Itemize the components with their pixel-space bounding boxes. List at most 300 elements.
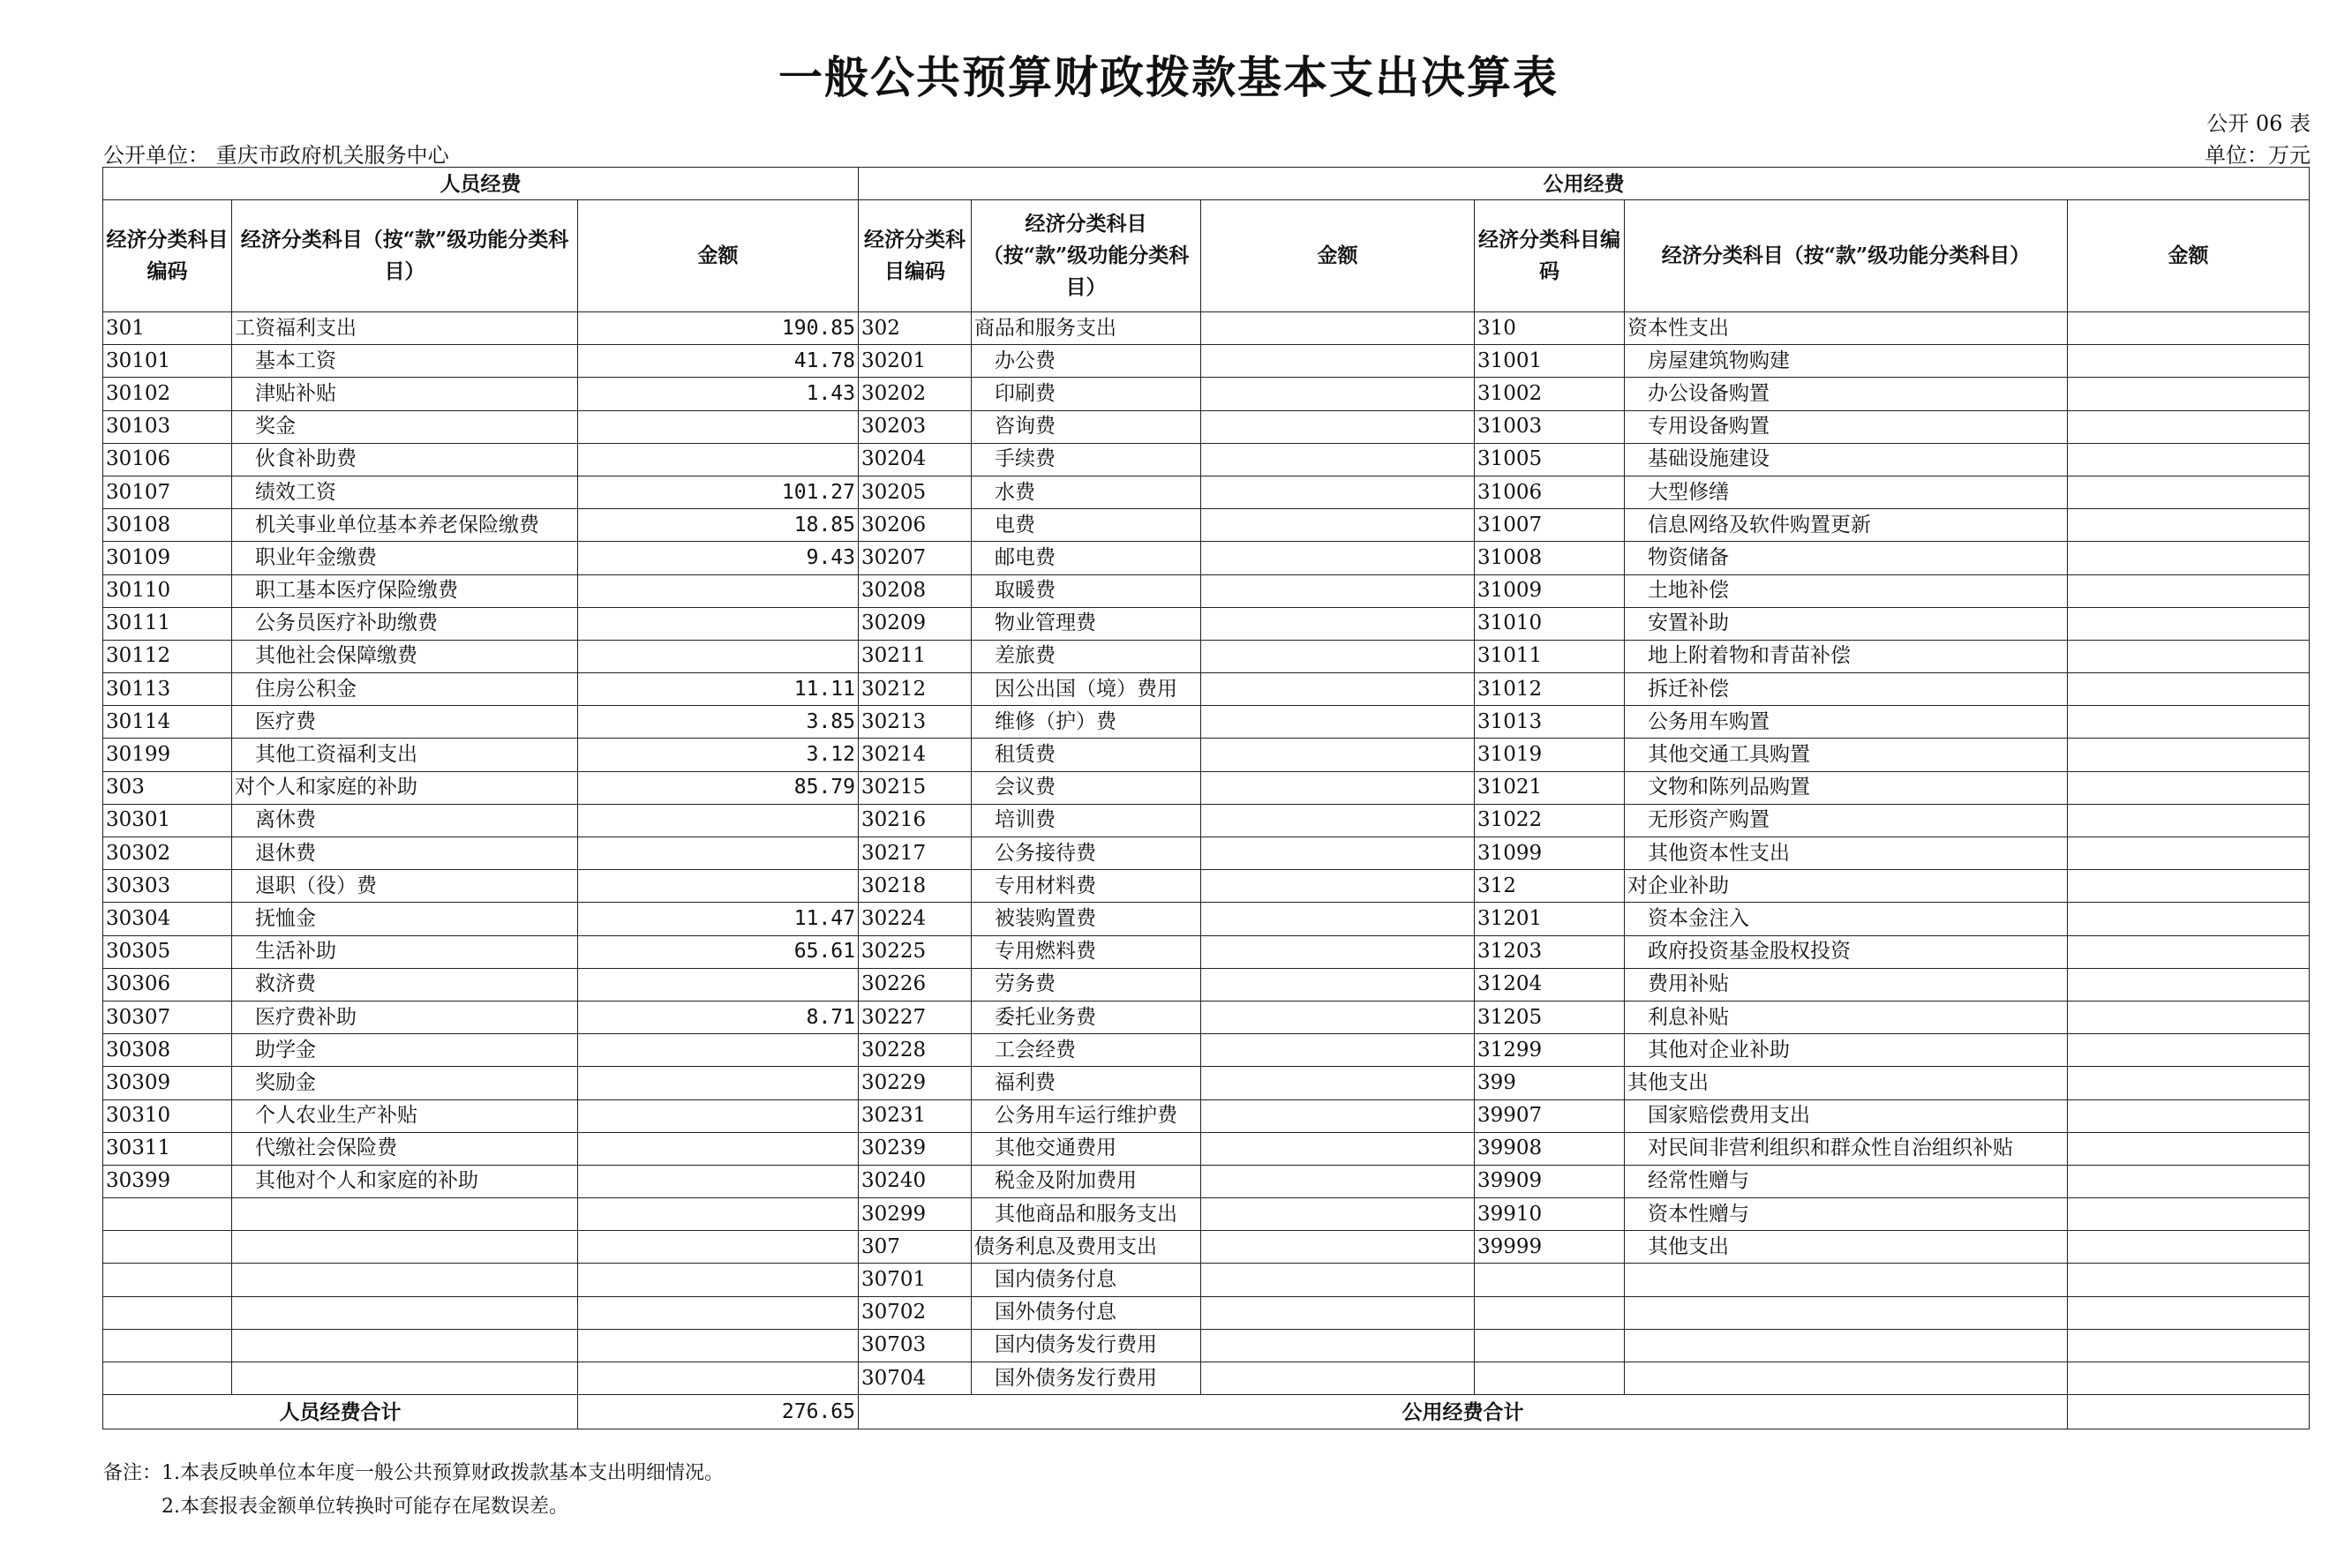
capital-item: 公务用车购置 <box>1625 706 2068 739</box>
capital-item: 其他支出 <box>1625 1067 2068 1099</box>
table-row <box>103 1296 2310 1329</box>
public-code: 30208 <box>859 574 972 607</box>
public-amount <box>1201 312 1475 345</box>
footnotes <box>103 1457 724 1524</box>
personnel-code: 30107 <box>103 476 232 508</box>
personnel-code: 30305 <box>103 935 232 968</box>
capital-amount <box>2068 410 2310 443</box>
capital-amount <box>2068 935 2310 968</box>
personnel-amount <box>578 1132 859 1165</box>
public-code: 30202 <box>859 378 972 410</box>
public-item: 印刷费 <box>972 378 1201 410</box>
personnel-amount <box>578 1264 859 1296</box>
personnel-code <box>103 1231 232 1264</box>
form-number: 公开 06 表 <box>2206 111 2311 136</box>
capital-amount <box>2068 771 2310 804</box>
personnel-code: 30111 <box>103 607 232 640</box>
capital-code: 31001 <box>1475 345 1625 378</box>
table-row <box>103 312 2310 345</box>
capital-item: 文物和陈列品购置 <box>1625 771 2068 804</box>
section-header-row <box>103 168 2310 200</box>
personnel-item: 奖金 <box>232 410 578 443</box>
public-item: 劳务费 <box>972 968 1201 1001</box>
personnel-item: 绩效工资 <box>232 476 578 508</box>
public-item: 租赁费 <box>972 739 1201 771</box>
personnel-code: 301 <box>103 312 232 345</box>
public-code: 30704 <box>859 1362 972 1395</box>
personnel-total-value: 276.65 <box>578 1395 859 1429</box>
personnel-code: 303 <box>103 771 232 804</box>
capital-code: 31099 <box>1475 837 1625 870</box>
public-amount <box>1201 542 1475 574</box>
personnel-item <box>232 1231 578 1264</box>
capital-item: 基础设施建设 <box>1625 443 2068 476</box>
table-row <box>103 1231 2310 1264</box>
personnel-amount <box>578 1231 859 1264</box>
capital-amount <box>2068 1329 2310 1362</box>
personnel-code: 30106 <box>103 443 232 476</box>
public-item: 专用燃料费 <box>972 935 1201 968</box>
personnel-amount: 65.61 <box>578 935 859 968</box>
capital-item: 资本金注入 <box>1625 903 2068 935</box>
public-amount <box>1201 1198 1475 1231</box>
public-item: 专用材料费 <box>972 870 1201 903</box>
public-code: 30228 <box>859 1034 972 1067</box>
personnel-item: 生活补助 <box>232 935 578 968</box>
public-amount <box>1201 1034 1475 1067</box>
personnel-amount: 11.47 <box>578 903 859 935</box>
public-code: 30702 <box>859 1296 972 1329</box>
personnel-amount <box>578 410 859 443</box>
public-amount <box>1201 837 1475 870</box>
personnel-amount: 3.85 <box>578 706 859 739</box>
personnel-item: 职工基本医疗保险缴费 <box>232 574 578 607</box>
personnel-item: 工资福利支出 <box>232 312 578 345</box>
public-total-value <box>2068 1395 2310 1429</box>
capital-amount <box>2068 378 2310 410</box>
personnel-amount: 9.43 <box>578 542 859 574</box>
public-item: 被装购置费 <box>972 903 1201 935</box>
public-code: 30207 <box>859 542 972 574</box>
public-code: 30201 <box>859 345 972 378</box>
table-row <box>103 1198 2310 1231</box>
personnel-item: 公务员医疗补助缴费 <box>232 607 578 640</box>
personnel-code: 30103 <box>103 410 232 443</box>
capital-code: 312 <box>1475 870 1625 903</box>
personnel-item <box>232 1198 578 1231</box>
capital-amount <box>2068 1198 2310 1231</box>
capital-amount <box>2068 673 2310 706</box>
capital-amount <box>2068 1165 2310 1197</box>
table-row <box>103 903 2310 935</box>
footnote-2: 2.本套报表金额单位转换时可能存在尾数误差。 <box>162 1496 568 1518</box>
public-amount <box>1201 1067 1475 1099</box>
personnel-item: 对个人和家庭的补助 <box>232 771 578 804</box>
capital-amount <box>2068 1231 2310 1264</box>
public-amount <box>1201 968 1475 1001</box>
personnel-amount: 8.71 <box>578 1001 859 1033</box>
table-row <box>103 509 2310 542</box>
personnel-amount: 3.12 <box>578 739 859 771</box>
public-code: 30225 <box>859 935 972 968</box>
capital-amount <box>2068 312 2310 345</box>
public-code: 30209 <box>859 607 972 640</box>
capital-code: 31019 <box>1475 739 1625 771</box>
table-row <box>103 1034 2310 1067</box>
personnel-item: 住房公积金 <box>232 673 578 706</box>
public-item: 国外债务付息 <box>972 1296 1201 1329</box>
header-code: 经济分类科目编码 <box>103 200 232 312</box>
capital-code: 399 <box>1475 1067 1625 1099</box>
public-code: 30703 <box>859 1329 972 1362</box>
capital-code: 31008 <box>1475 542 1625 574</box>
capital-code: 310 <box>1475 312 1625 345</box>
capital-code: 31006 <box>1475 476 1625 508</box>
public-amount <box>1201 1264 1475 1296</box>
personnel-item: 代缴社会保险费 <box>232 1132 578 1165</box>
capital-code: 31022 <box>1475 804 1625 837</box>
capital-code: 39909 <box>1475 1165 1625 1197</box>
table-row <box>103 1362 2310 1395</box>
capital-code: 31005 <box>1475 443 1625 476</box>
public-code: 30217 <box>859 837 972 870</box>
public-code: 30212 <box>859 673 972 706</box>
capital-item: 经常性赠与 <box>1625 1165 2068 1197</box>
expenditure-table <box>102 167 2310 1429</box>
table-row <box>103 1329 2310 1362</box>
capital-code: 31003 <box>1475 410 1625 443</box>
personnel-item: 奖励金 <box>232 1067 578 1099</box>
public-code: 30231 <box>859 1099 972 1132</box>
personnel-amount: 41.78 <box>578 345 859 378</box>
public-item: 委托业务费 <box>972 1001 1201 1033</box>
capital-item: 其他支出 <box>1625 1231 2068 1264</box>
public-amount <box>1201 1231 1475 1264</box>
personnel-amount <box>578 968 859 1001</box>
capital-amount <box>2068 1067 2310 1099</box>
personnel-amount <box>578 1296 859 1329</box>
public-amount <box>1201 1362 1475 1395</box>
public-amount <box>1201 673 1475 706</box>
capital-item <box>1625 1362 2068 1395</box>
capital-amount <box>2068 345 2310 378</box>
capital-item: 其他对企业补助 <box>1625 1034 2068 1067</box>
capital-item: 信息网络及软件购置更新 <box>1625 509 2068 542</box>
capital-code <box>1475 1296 1625 1329</box>
table-row <box>103 1264 2310 1296</box>
public-code: 30215 <box>859 771 972 804</box>
public-item: 福利费 <box>972 1067 1201 1099</box>
personnel-code: 30102 <box>103 378 232 410</box>
public-code: 30211 <box>859 640 972 672</box>
header-amount: 金额 <box>578 200 859 312</box>
public-item: 债务利息及费用支出 <box>972 1231 1201 1264</box>
capital-code: 31007 <box>1475 509 1625 542</box>
public-item: 物业管理费 <box>972 607 1201 640</box>
personnel-amount: 85.79 <box>578 771 859 804</box>
capital-amount <box>2068 804 2310 837</box>
capital-item: 办公设备购置 <box>1625 378 2068 410</box>
public-amount <box>1201 1329 1475 1362</box>
header-amount: 金额 <box>1201 200 1475 312</box>
section-personnel: 人员经费 <box>103 168 859 200</box>
table-row <box>103 837 2310 870</box>
public-item: 培训费 <box>972 804 1201 837</box>
public-item: 工会经费 <box>972 1034 1201 1067</box>
capital-item: 大型修缮 <box>1625 476 2068 508</box>
capital-amount <box>2068 509 2310 542</box>
capital-amount <box>2068 903 2310 935</box>
personnel-code <box>103 1198 232 1231</box>
reporting-unit: 公开单位： 重庆市政府机关服务中心 <box>103 143 449 168</box>
table-row <box>103 673 2310 706</box>
public-code: 30213 <box>859 706 972 739</box>
capital-code: 39907 <box>1475 1099 1625 1132</box>
table-row <box>103 739 2310 771</box>
public-item: 国外债务发行费用 <box>972 1362 1201 1395</box>
public-item: 电费 <box>972 509 1201 542</box>
column-header-row <box>103 200 2310 312</box>
capital-item: 对民间非营利组织和群众性自治组织补贴 <box>1625 1132 2068 1165</box>
public-amount <box>1201 476 1475 508</box>
personnel-item: 救济费 <box>232 968 578 1001</box>
personnel-item <box>232 1329 578 1362</box>
public-code: 30227 <box>859 1001 972 1033</box>
table-row <box>103 574 2310 607</box>
public-code: 30224 <box>859 903 972 935</box>
capital-code <box>1475 1329 1625 1362</box>
capital-item: 费用补贴 <box>1625 968 2068 1001</box>
personnel-code: 30303 <box>103 870 232 903</box>
personnel-code: 30399 <box>103 1165 232 1197</box>
page-title: 一般公共预算财政拨款基本支出决算表 <box>778 51 1559 103</box>
section-public: 公用经费 <box>859 168 2310 200</box>
personnel-item: 退职（役）费 <box>232 870 578 903</box>
personnel-item: 医疗费补助 <box>232 1001 578 1033</box>
personnel-amount: 190.85 <box>578 312 859 345</box>
personnel-total-label: 人员经费合计 <box>103 1395 578 1429</box>
capital-amount <box>2068 1362 2310 1395</box>
capital-item: 拆迁补偿 <box>1625 673 2068 706</box>
capital-amount <box>2068 1264 2310 1296</box>
public-item: 其他交通费用 <box>972 1132 1201 1165</box>
public-item: 商品和服务支出 <box>972 312 1201 345</box>
table-row <box>103 476 2310 508</box>
public-code: 307 <box>859 1231 972 1264</box>
capital-item: 其他资本性支出 <box>1625 837 2068 870</box>
public-amount <box>1201 870 1475 903</box>
header-name: 经济分类科目（按“款”级功能分类科目） <box>232 200 578 312</box>
table-row <box>103 968 2310 1001</box>
personnel-item: 离休费 <box>232 804 578 837</box>
capital-code: 31021 <box>1475 771 1625 804</box>
capital-code: 31002 <box>1475 378 1625 410</box>
capital-code: 31204 <box>1475 968 1625 1001</box>
public-code: 302 <box>859 312 972 345</box>
personnel-amount <box>578 870 859 903</box>
public-item: 因公出国（境）费用 <box>972 673 1201 706</box>
personnel-amount <box>578 1362 859 1395</box>
public-code: 30205 <box>859 476 972 508</box>
capital-code: 31012 <box>1475 673 1625 706</box>
personnel-item: 机关事业单位基本养老保险缴费 <box>232 509 578 542</box>
personnel-amount <box>578 1198 859 1231</box>
capital-code: 31203 <box>1475 935 1625 968</box>
table-row <box>103 1067 2310 1099</box>
capital-code: 39999 <box>1475 1231 1625 1264</box>
capital-item: 资本性支出 <box>1625 312 2068 345</box>
personnel-code: 30311 <box>103 1132 232 1165</box>
capital-item <box>1625 1264 2068 1296</box>
personnel-item: 津贴补贴 <box>232 378 578 410</box>
personnel-code: 30304 <box>103 903 232 935</box>
personnel-code: 30110 <box>103 574 232 607</box>
table-row <box>103 1132 2310 1165</box>
table-row <box>103 1165 2310 1197</box>
capital-amount <box>2068 443 2310 476</box>
personnel-amount <box>578 574 859 607</box>
capital-item: 物资储备 <box>1625 542 2068 574</box>
header-name: 经济分类科目（按“款”级功能分类科目） <box>972 200 1201 312</box>
header-code: 经济分类科目编码 <box>859 200 972 312</box>
personnel-item: 医疗费 <box>232 706 578 739</box>
capital-item <box>1625 1329 2068 1362</box>
personnel-item <box>232 1362 578 1395</box>
capital-item <box>1625 1296 2068 1329</box>
capital-amount <box>2068 1296 2310 1329</box>
personnel-item: 职业年金缴费 <box>232 542 578 574</box>
table-row <box>103 410 2310 443</box>
personnel-code: 30301 <box>103 804 232 837</box>
public-code: 30206 <box>859 509 972 542</box>
capital-item: 其他交通工具购置 <box>1625 739 2068 771</box>
capital-code: 39908 <box>1475 1132 1625 1165</box>
public-amount <box>1201 410 1475 443</box>
capital-amount <box>2068 706 2310 739</box>
public-code: 30701 <box>859 1264 972 1296</box>
capital-amount <box>2068 1099 2310 1132</box>
table-row <box>103 542 2310 574</box>
personnel-amount: 11.11 <box>578 673 859 706</box>
capital-amount <box>2068 1001 2310 1033</box>
currency-unit: 单位：万元 <box>2205 143 2311 168</box>
public-code: 30214 <box>859 739 972 771</box>
public-item: 维修（护）费 <box>972 706 1201 739</box>
public-item: 水费 <box>972 476 1201 508</box>
capital-code: 31013 <box>1475 706 1625 739</box>
public-amount <box>1201 1001 1475 1033</box>
personnel-code: 30114 <box>103 706 232 739</box>
public-amount <box>1201 607 1475 640</box>
personnel-amount <box>578 1034 859 1067</box>
personnel-amount <box>578 804 859 837</box>
capital-item: 无形资产购置 <box>1625 804 2068 837</box>
public-code: 30216 <box>859 804 972 837</box>
personnel-amount: 1.43 <box>578 378 859 410</box>
capital-item: 地上附着物和青苗补偿 <box>1625 640 2068 672</box>
personnel-amount <box>578 1329 859 1362</box>
table-row <box>103 870 2310 903</box>
public-amount <box>1201 509 1475 542</box>
table-row <box>103 378 2310 410</box>
capital-item: 房屋建筑物购建 <box>1625 345 2068 378</box>
public-code: 30204 <box>859 443 972 476</box>
capital-item: 政府投资基金股权投资 <box>1625 935 2068 968</box>
personnel-code: 30108 <box>103 509 232 542</box>
public-amount <box>1201 345 1475 378</box>
table-row <box>103 771 2310 804</box>
public-amount <box>1201 706 1475 739</box>
capital-code: 39910 <box>1475 1198 1625 1231</box>
table-row <box>103 345 2310 378</box>
personnel-item: 其他工资福利支出 <box>232 739 578 771</box>
personnel-amount <box>578 1165 859 1197</box>
capital-code: 31205 <box>1475 1001 1625 1033</box>
footnote-1: 备注：1.本表反映单位本年度一般公共预算财政拨款基本支出明细情况。 <box>103 1462 724 1484</box>
personnel-amount <box>578 1099 859 1132</box>
personnel-amount <box>578 1067 859 1099</box>
personnel-code: 30109 <box>103 542 232 574</box>
public-amount <box>1201 771 1475 804</box>
personnel-code: 30308 <box>103 1034 232 1067</box>
totals-row <box>103 1395 2310 1429</box>
public-amount <box>1201 1099 1475 1132</box>
table-row <box>103 804 2310 837</box>
public-amount <box>1201 1132 1475 1165</box>
public-amount <box>1201 804 1475 837</box>
personnel-amount <box>578 443 859 476</box>
personnel-amount <box>578 607 859 640</box>
personnel-code: 30306 <box>103 968 232 1001</box>
table-row <box>103 640 2310 672</box>
capital-code: 31201 <box>1475 903 1625 935</box>
capital-code <box>1475 1362 1625 1395</box>
public-item: 办公费 <box>972 345 1201 378</box>
personnel-code <box>103 1362 232 1395</box>
personnel-item: 个人农业生产补贴 <box>232 1099 578 1132</box>
personnel-code: 30199 <box>103 739 232 771</box>
personnel-item: 其他社会保障缴费 <box>232 640 578 672</box>
table-row <box>103 935 2310 968</box>
capital-code <box>1475 1264 1625 1296</box>
table-row <box>103 607 2310 640</box>
public-amount <box>1201 443 1475 476</box>
capital-amount <box>2068 870 2310 903</box>
capital-code: 31009 <box>1475 574 1625 607</box>
public-amount <box>1201 935 1475 968</box>
public-code: 30229 <box>859 1067 972 1099</box>
table-row <box>103 1001 2310 1033</box>
capital-item: 国家赔偿费用支出 <box>1625 1099 2068 1132</box>
public-item: 会议费 <box>972 771 1201 804</box>
personnel-code: 30101 <box>103 345 232 378</box>
public-code: 30299 <box>859 1198 972 1231</box>
public-amount <box>1201 903 1475 935</box>
header-name: 经济分类科目（按“款”级功能分类科目） <box>1625 200 2068 312</box>
personnel-item <box>232 1264 578 1296</box>
capital-amount <box>2068 739 2310 771</box>
personnel-code <box>103 1296 232 1329</box>
public-amount <box>1201 378 1475 410</box>
capital-item: 安置补助 <box>1625 607 2068 640</box>
header-amount: 金额 <box>2068 200 2310 312</box>
public-item: 取暖费 <box>972 574 1201 607</box>
capital-amount <box>2068 1132 2310 1165</box>
personnel-code: 30307 <box>103 1001 232 1033</box>
personnel-item: 抚恤金 <box>232 903 578 935</box>
public-code: 30226 <box>859 968 972 1001</box>
personnel-amount: 18.85 <box>578 509 859 542</box>
